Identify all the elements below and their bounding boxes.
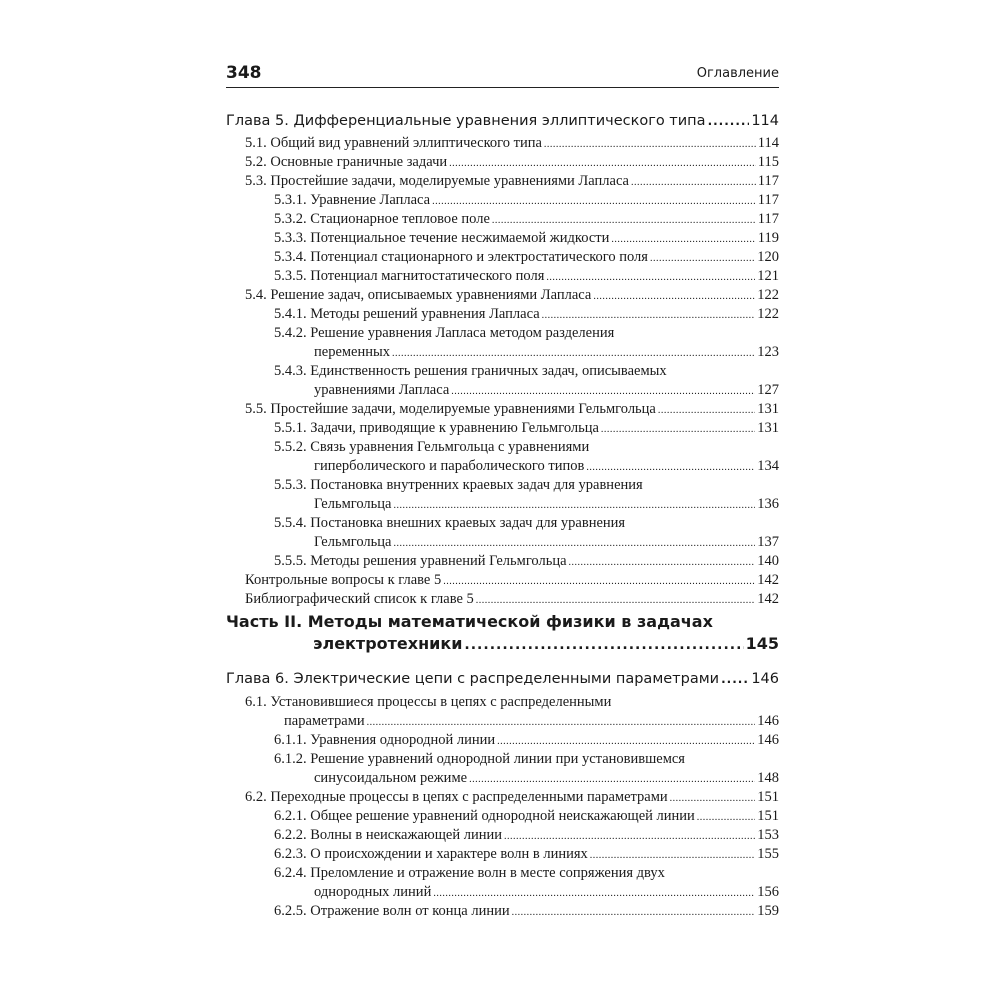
toc-entry-6-1-1[interactable]: 6.1.1. Уравнения однородной линии ..... 146 (226, 731, 779, 750)
toc-entry-6-2[interactable]: 6.2. Переходные процессы в цепях с распределенными параметрами ..... 151 (226, 788, 779, 807)
toc-entry-6-1[interactable]: параметрами ..... 146 (226, 712, 779, 731)
toc-chapter-5 (226, 110, 779, 132)
toc-chapter-6-sections (226, 693, 779, 921)
toc-entry-5-4-2-line1[interactable]: 5.4.2. Решение уравнения Лапласа методом разделения (274, 325, 615, 341)
toc-part-2 (226, 611, 779, 655)
toc-entry-5-1[interactable]: 5.1. Общий вид уравнений эллиптического типа ..... 114 (226, 134, 779, 153)
toc-entry-5-5-2-line1[interactable]: 5.5.2. Связь уравнения Гельмгольца с уравнениями (274, 439, 590, 455)
toc-entry-5-3-2[interactable]: 5.3.2. Стационарное тепловое поле ..... 117 (226, 210, 779, 229)
toc-entry-5-2[interactable]: 5.2. Основные граничные задачи ..... 115 (226, 153, 779, 172)
toc-entry-5-4-2[interactable]: переменных ..... 123 (226, 343, 779, 362)
toc-entry-5-5-3[interactable]: Гельмгольца ..... 136 (226, 495, 779, 514)
page-number: 348 (226, 63, 262, 83)
toc-entry-5-5-5[interactable]: 5.5.5. Методы решения уравнений Гельмгольца ..... 140 (226, 552, 779, 571)
running-title: Оглавление (696, 66, 779, 81)
toc-entry-5-4-3-line1[interactable]: 5.4.3. Единственность решения граничных задач, описываемых (274, 363, 667, 379)
toc-chapter-5-sections (226, 134, 779, 609)
toc-entry-6-2-3[interactable]: 6.2.3. О происхождении и характере волн в линиях ..... 155 (226, 845, 779, 864)
toc-entry-chapter-6[interactable]: Глава 6. Электрические цепи с распределенными параметрами ..... 146 (226, 668, 779, 690)
toc-entry-6-1-2-line1[interactable]: 6.1.2. Решение уравнений однородной линии при установившемся (274, 751, 685, 767)
toc-part-2-line2[interactable]: электротехники ..... 145 (226, 633, 779, 655)
toc-entry-6-2-5[interactable]: 6.2.5. Отражение волн от конца линии ..... 159 (226, 902, 779, 921)
toc-entry-6-1-2[interactable]: синусоидальном режиме ..... 148 (226, 769, 779, 788)
toc-entry-6-2-4[interactable]: однородных линий ..... 156 (226, 883, 779, 902)
toc-entry-5-3-3[interactable]: 5.3.3. Потенциальное течение несжимаемой жидкости ..... 119 (226, 229, 779, 248)
toc-entry-5-4[interactable]: 5.4. Решение задач, описываемых уравнениями Лапласа ..... 122 (226, 286, 779, 305)
toc-entry-5-5[interactable]: 5.5. Простейшие задачи, моделируемые уравнениями Гельмгольца ..... 131 (226, 400, 779, 419)
toc-entry-5-3[interactable]: 5.3. Простейшие задачи, моделируемые уравнениями Лапласа ..... 117 (226, 172, 779, 191)
toc-entry-5-5-3-line1[interactable]: 5.5.3. Постановка внутренних краевых задач для уравнения (274, 477, 643, 493)
toc-entry-6-2-2[interactable]: 6.2.2. Волны в неискажающей линии ..... 153 (226, 826, 779, 845)
toc-entry-6-2-1[interactable]: 6.2.1. Общее решение уравнений однородной неискажающей линии ..... 151 (226, 807, 779, 826)
toc-part-2-line1[interactable]: Часть II. Методы математической физики в задачах (226, 612, 713, 631)
toc-entry-bibliography-5[interactable]: Библиографический список к главе 5 ..... 142 (226, 590, 779, 609)
toc-entry-5-5-4[interactable]: Гельмгольца ..... 137 (226, 533, 779, 552)
toc-entry-5-3-4[interactable]: 5.3.4. Потенциал стационарного и электростатического поля ..... 120 (226, 248, 779, 267)
toc-entry-6-2-4-line1[interactable]: 6.2.4. Преломление и отражение волн в месте сопряжения двух (274, 865, 665, 881)
header-rule (226, 87, 779, 88)
toc-entry-5-3-5[interactable]: 5.3.5. Потенциал магнитостатического поля ..... 121 (226, 267, 779, 286)
toc-entry-chapter-5[interactable]: Глава 5. Дифференциальные уравнения эллиптического типа ..... 114 (226, 110, 779, 132)
toc-entry-5-5-1[interactable]: 5.5.1. Задачи, приводящие к уравнению Гельмгольца ..... 131 (226, 419, 779, 438)
toc-entry-5-4-3[interactable]: уравнениями Лапласа ..... 127 (226, 381, 779, 400)
toc-entry-5-5-2[interactable]: гиперболического и параболического типов ..... 134 (226, 457, 779, 476)
toc-entry-5-3-1[interactable]: 5.3.1. Уравнение Лапласа ..... 117 (226, 191, 779, 210)
toc-entry-5-5-4-line1[interactable]: 5.5.4. Постановка внешних краевых задач для уравнения (274, 515, 626, 531)
toc-entry-questions-5[interactable]: Контрольные вопросы к главе 5 ..... 142 (226, 571, 779, 590)
book-page (226, 60, 779, 919)
running-head (226, 60, 779, 86)
toc-entry-5-4-1[interactable]: 5.4.1. Методы решений уравнения Лапласа ..... 122 (226, 305, 779, 324)
toc-entry-6-1-line1[interactable]: 6.1. Установившиеся процессы в цепях с распределенными (245, 694, 612, 710)
toc-chapter-6 (226, 668, 779, 690)
